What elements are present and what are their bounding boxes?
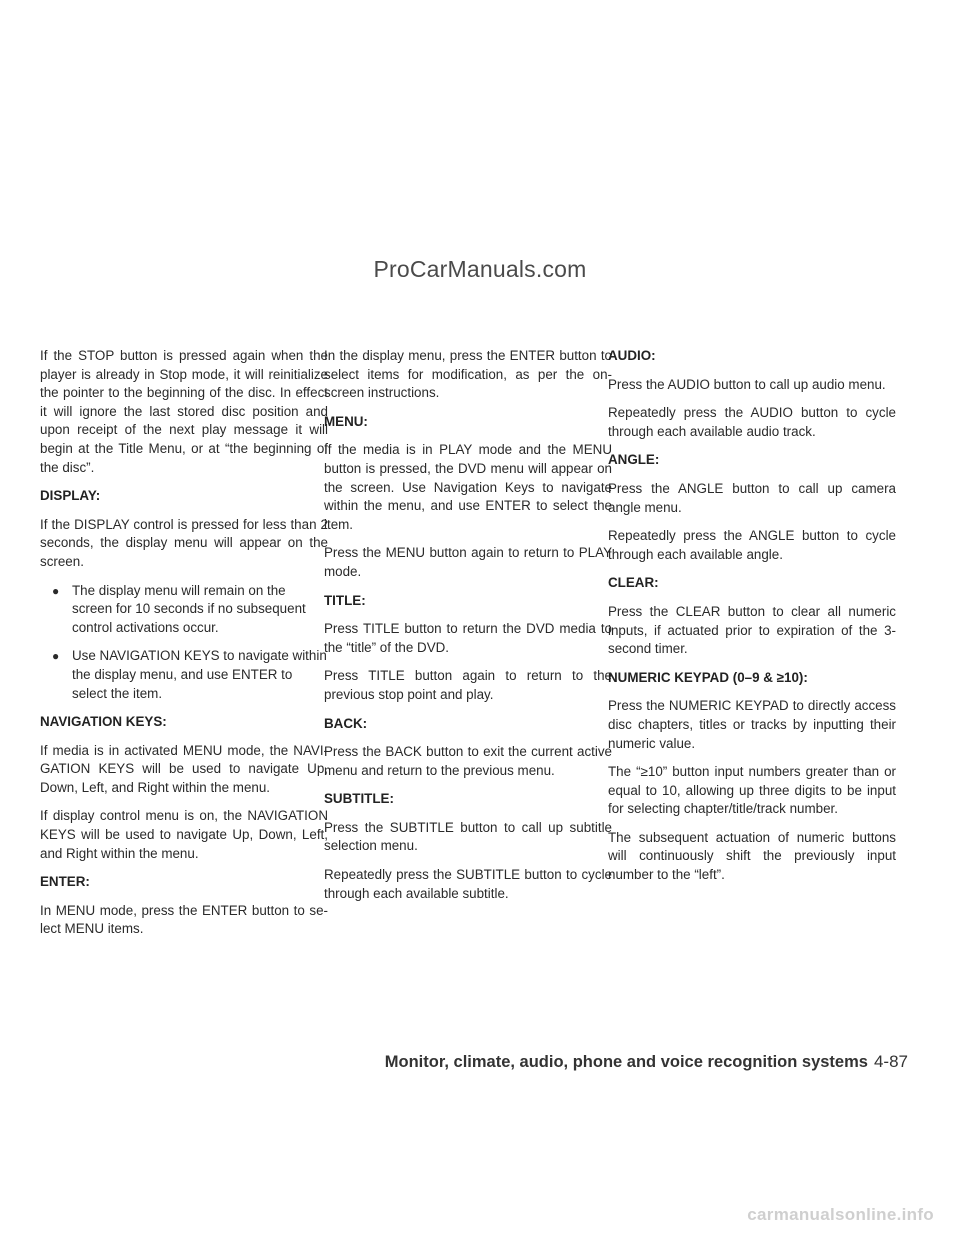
bullet-item: [52, 582, 328, 638]
paragraph-title-1: Press TITLE button to return the DVD media to the “title” of the DVD.: [324, 621, 612, 655]
paragraph-angle-1: Press the ANGLE button to call up camera angle menu.: [608, 480, 896, 515]
paragraph-subtitle-2: Repeatedly press the SUBTITLE button to cycle through each available subtitle.: [324, 867, 612, 901]
heading-menu: MENU:: [324, 413, 368, 429]
column-1: [40, 347, 328, 949]
paragraph-keypad-2: The “≥10” button input numbers greater than or equal to 10, allowing up three digits to be input for selecting chapter/title/track number.: [608, 764, 896, 817]
paragraph-back: Press the BACK button to exit the current active menu and return to the previous menu.: [324, 744, 612, 778]
heading-navigation-keys: NAVIGATION KEYS:: [40, 714, 167, 730]
heading-clear: CLEAR:: [608, 575, 659, 591]
column-2: [324, 347, 612, 913]
bullet-icon: ●: [52, 583, 60, 598]
paragraph-keypad-3: The subsequent actuation of numeric buttons will continuously shift the previously input number to the “left”.: [608, 829, 896, 883]
bullet-text: The display menu will remain on the screen for 10 seconds if no subsequent control activations occur.: [72, 582, 306, 635]
bullet-icon: ●: [52, 649, 60, 664]
paragraph-menu-1: If the media is in PLAY mode and the MENU button is pressed, the DVD menu will appear on the screen. Use Navigation Keys to navigate within the menu, and use ENTER to select the item.: [324, 442, 612, 532]
bullet-text: Use NAVIGATION KEYS to navigate within the display menu, and use ENTER to select the item.: [72, 648, 327, 701]
page-number: 4-87: [873, 1052, 908, 1071]
paragraph-nav-1: If media is in activated MENU mode, the NAVI- GATION KEYS will be used to navigate Up, Down, Left, and Right within the menu.: [40, 742, 328, 795]
page-footer: [385, 1052, 908, 1072]
paragraph-keypad-1: Press the NUMERIC KEYPAD to directly access disc chapters, titles or tracks by inputting their numeric value.: [608, 698, 896, 751]
watermark-top: ProCarManuals.com: [373, 256, 587, 282]
paragraph-angle-2: Repeatedly press the ANGLE button to cycle through each available angle.: [608, 528, 896, 562]
paragraph-nav-2: If display control menu is on, the NAVIGATION KEYS will be used to navigate Up, Down, Left, and Right within the menu.: [40, 808, 328, 861]
heading-back: BACK:: [324, 715, 368, 731]
paragraph-stop: If the STOP button is pressed again when the player is already in Stop mode, it will reinitialize the pointer to the beginning of the disc. In effect it will ignore the last stored disc position and upon receipt of the next play message it will begin at the Title Menu, or at “the beginning of the disc”.: [40, 348, 328, 475]
column-3: [608, 347, 896, 895]
bullet-item: [52, 647, 328, 703]
paragraph-display: If the DISPLAY control is pressed for less than 2 seconds, the display menu will appear on the screen.: [40, 516, 328, 569]
heading-angle: ANGLE:: [608, 452, 660, 468]
heading-subtitle: SUBTITLE:: [324, 791, 394, 807]
heading-display: DISPLAY:: [40, 488, 101, 504]
paragraph-audio-1: Press the AUDIO button to call up audio menu.: [608, 376, 886, 392]
paragraph-menu-2: Press the MENU button again to return to PLAY mode.: [324, 545, 612, 579]
paragraph-enter: In MENU mode, press the ENTER button to se- lect MENU items.: [40, 902, 328, 937]
watermark-bottom: carmanualsonline.info: [747, 1205, 934, 1224]
paragraph-enter-2: In the display menu, press the ENTER button to select items for modification, as per the on- screen instructions.: [324, 348, 612, 401]
footer-section-title: Monitor, climate, audio, phone and voice recognition systems: [384, 1053, 868, 1071]
heading-numeric-keypad: NUMERIC KEYPAD (0–9 & ≥10):: [608, 669, 808, 685]
heading-title: TITLE:: [324, 592, 366, 608]
paragraph-subtitle-1: Press the SUBTITLE button to call up subtitle selection menu.: [324, 819, 612, 854]
heading-audio: AUDIO:: [608, 348, 656, 363]
paragraph-title-2: Press TITLE button again to return to the previous stop point and play.: [324, 668, 612, 702]
paragraph-clear: Press the CLEAR button to clear all numeric inputs, if actuated prior to expiration of the 3-second timer.: [608, 603, 896, 657]
heading-enter: ENTER:: [40, 874, 90, 890]
paragraph-audio-2: Repeatedly press the AUDIO button to cycle through each available audio track.: [608, 405, 896, 439]
